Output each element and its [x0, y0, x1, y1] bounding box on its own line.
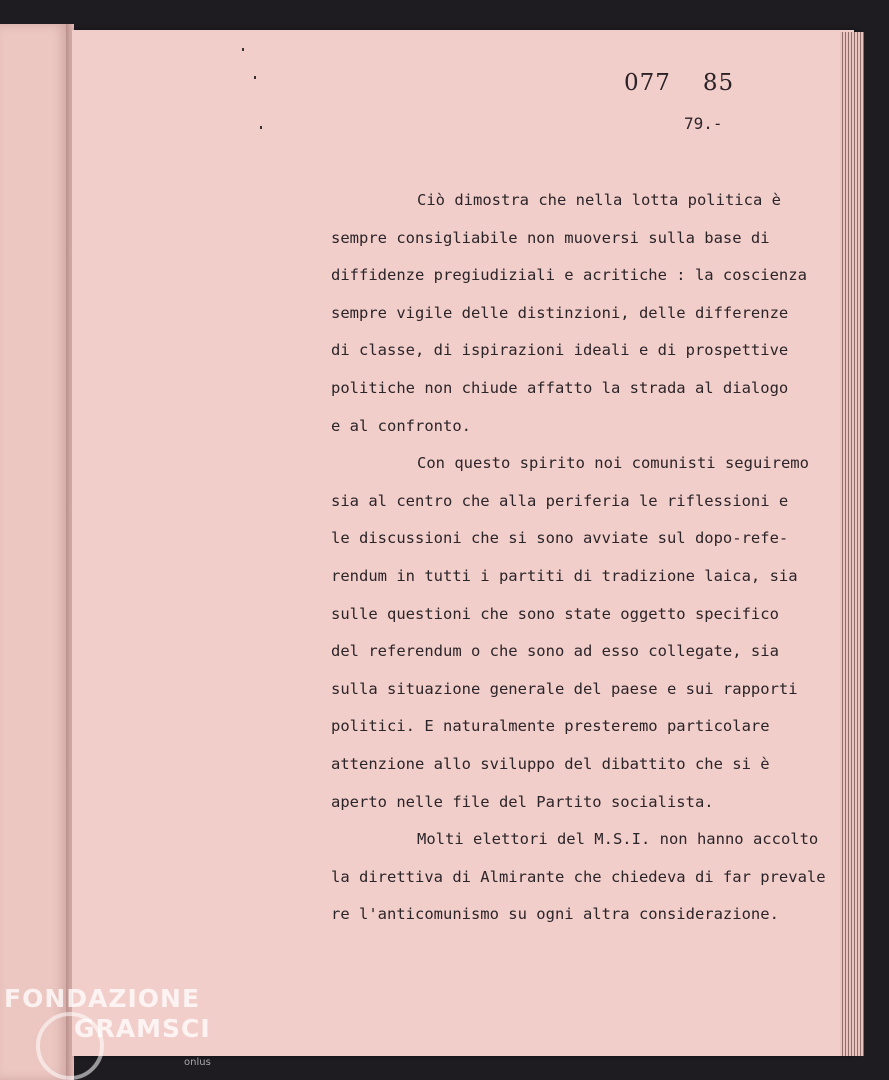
text-line: e al confronto. — [331, 416, 471, 435]
text-line: politiche non chiude affatto la strada al dialogo — [331, 378, 789, 397]
text-line: Con questo spirito noi comunisti seguiremo — [417, 454, 809, 473]
text-line: sulle questioni che sono state oggetto specifico — [331, 604, 779, 623]
watermark — [4, 984, 211, 1068]
watermark-line1: FONDAZIONE — [4, 984, 201, 1013]
text-line: Molti elettori del M.S.I. non hanno accolto — [417, 830, 819, 849]
archive-stamp-part1: 077 — [624, 70, 671, 96]
text-line: Ciò dimostra che nella lotta politica è — [417, 191, 781, 209]
text-line: sia al centro che alla periferia le riflessioni e — [331, 491, 789, 510]
text-line: diffidenze pregiudiziali e acritiche : la coscienza — [331, 266, 807, 285]
text-line: sulla situazione generale del paese e sui rapporti — [331, 679, 798, 698]
text-line: re l'anticomunismo su ogni altra considerazione. — [331, 905, 779, 924]
text-line: politici. E naturalmente presteremo particolare — [331, 717, 770, 736]
watermark-suffix: onlus — [184, 1057, 211, 1068]
left-page-edge — [0, 24, 68, 1080]
ink-speck — [242, 48, 244, 51]
text-line: sempre vigile delle distinzioni, delle differenze — [331, 303, 789, 322]
text-line: le discussioni che si sono avviate sul dopo-refe- — [331, 529, 789, 548]
typewritten-text — [331, 182, 851, 934]
page-number: 79.- — [684, 114, 723, 133]
ink-speck — [260, 126, 262, 129]
text-line: la direttiva di Almirante che chiedeva di far prevale — [331, 867, 826, 886]
archive-stamp — [624, 70, 734, 96]
text-line: aperto nelle file del Partito socialista. — [331, 792, 714, 811]
text-line: sempre consigliabile non muoversi sulla base di — [331, 228, 770, 247]
text-line: attenzione allo sviluppo del dibattito che si è — [331, 754, 770, 773]
text-line: rendum in tutti i partiti di tradizione laica, sia — [331, 566, 798, 585]
archive-stamp-part2: 85 — [702, 70, 735, 96]
text-line: del referendum o che sono ad esso collegate, sia — [331, 642, 779, 661]
ink-speck — [254, 76, 256, 79]
watermark-line2: GRAMSCI — [74, 1014, 211, 1043]
text-line: di classe, di ispirazioni ideali e di prospettive — [331, 341, 789, 360]
